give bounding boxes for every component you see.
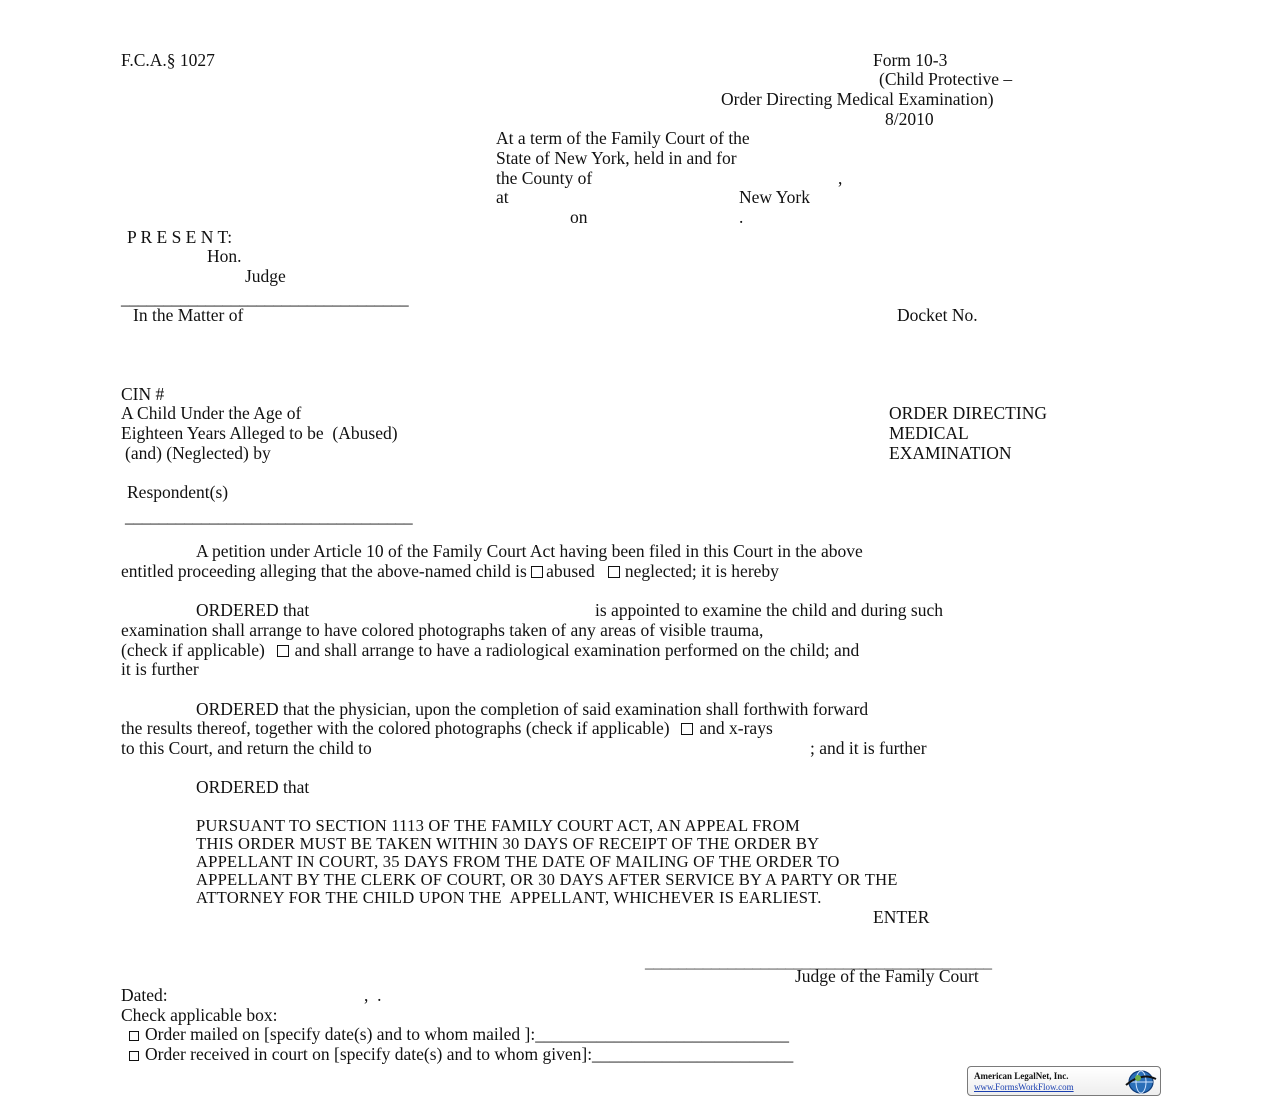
order-received-option: Order received in court on [specify date(s) and to whom given]:_______________________ [129,1045,793,1065]
appeal-notice-line2: THIS ORDER MUST BE TAKEN WITHIN 30 DAYS OF RECEIPT OF THE ORDER BY [196,834,820,853]
publisher-url[interactable]: www.FormsWorkFlow.com [974,1082,1074,1092]
form-category: (Child Protective – [879,69,1013,89]
court-term-line2: State of New York, held in and for [496,148,737,168]
neglected-label: neglected; it is hereby [624,561,779,581]
order1-line2: examination shall arrange to have colored photographs taken of any areas of visible trauma, [121,620,764,640]
county-comma: , [838,168,843,188]
order2-line3-start: to this Court, and return the child to [121,738,372,758]
location-label: at [496,187,509,207]
judge-title: Judge of the Family Court [795,966,979,986]
order1-line1: is appointed to examine the child and during such [595,600,943,620]
order-title-line2: MEDICAL [889,423,969,443]
order-mailed-option: Order mailed on [specify date(s) and to whom mailed ]:_____________________________ [129,1025,789,1045]
xrays-checkbox[interactable] [681,723,693,735]
radiological-checkbox[interactable] [277,645,289,657]
order3-ordered-label: ORDERED that [196,777,310,797]
child-description-line1: A Child Under the Age of [121,403,302,423]
date-label: on [570,207,588,227]
form-date: 8/2010 [885,109,934,129]
order1-ordered-label: ORDERED that [196,600,310,620]
appeal-notice-line4: APPELLANT BY THE CLERK OF COURT, OR 30 DAYS AFTER SERVICE BY A PARTY OR THE [196,870,898,889]
date-period: . [739,207,744,227]
child-description-line2: Eighteen Years Alleged to be (Abused) [121,423,398,443]
order1-line4: it is further [121,659,199,679]
order-title-line3: EXAMINATION [889,443,1012,463]
order1-line3: (check if applicable) and shall arrange to have a radiological examination performed on the child; and [121,640,860,660]
globe-icon [1123,1069,1157,1095]
order-mailed-checkbox[interactable] [129,1031,139,1041]
in-the-matter-of: In the Matter of [133,305,244,325]
order2-line2: the results thereof, together with the colored photographs (check if applicable) and x-rays [121,718,773,738]
order-received-checkbox[interactable] [129,1051,139,1061]
appeal-notice-line3: APPELLANT IN COURT, 35 DAYS FROM THE DATE OF MAILING OF THE ORDER TO [196,852,840,871]
abused-checkbox[interactable] [531,566,543,578]
present-label: P R E S E N T: [127,227,233,247]
caption-bottom-rule: __________________________________ [125,506,413,526]
judge-label: Judge [245,266,286,286]
enter-label: ENTER [873,907,930,927]
statute-reference: F.C.A.§ 1027 [121,50,215,70]
caption-top-rule: __________________________________ [121,288,409,308]
order-title-line1: ORDER DIRECTING [889,403,1047,423]
order2-line3-rest: ; and it is further [810,738,927,758]
child-description-line3: (and) (Neglected) by [125,443,271,463]
form-number: Form 10-3 [873,50,948,70]
dated-punctuation: , . [364,985,382,1005]
docket-number-label: Docket No. [897,305,978,325]
neglected-checkbox[interactable] [608,566,620,578]
signature-line: __________________________________________ [645,951,992,971]
petition-line2: entitled proceeding alleging that the above-named child is abused neglected; it is hereby [121,561,779,581]
court-term-line1: At a term of the Family Court of the [496,128,750,148]
state-name: New York [739,187,810,207]
dated-label: Dated: [121,985,168,1005]
order2-line1: ORDERED that the physician, upon the completion of said examination shall forthwith forward [196,699,869,719]
respondents-label: Respondent(s) [127,482,229,502]
petition-line1: A petition under Article 10 of the Family Court Act having been filed in this Court in the above [196,541,863,561]
appeal-notice-line1: PURSUANT TO SECTION 1113 OF THE FAMILY COURT ACT, AN APPEAL FROM [196,816,800,835]
appeal-notice-line5: ATTORNEY FOR THE CHILD UPON THE APPELLANT, WHICHEVER IS EARLIEST. [196,888,822,907]
cin-label: CIN # [121,384,165,404]
hon-label: Hon. [207,246,242,266]
check-applicable-label: Check applicable box: [121,1005,278,1025]
abused-label: abused [546,561,595,581]
form-title: Order Directing Medical Examination) [721,89,994,109]
publisher-name: American LegalNet, Inc. [974,1071,1069,1081]
county-label: the County of [496,168,593,188]
publisher-logo[interactable] [967,1066,1161,1096]
